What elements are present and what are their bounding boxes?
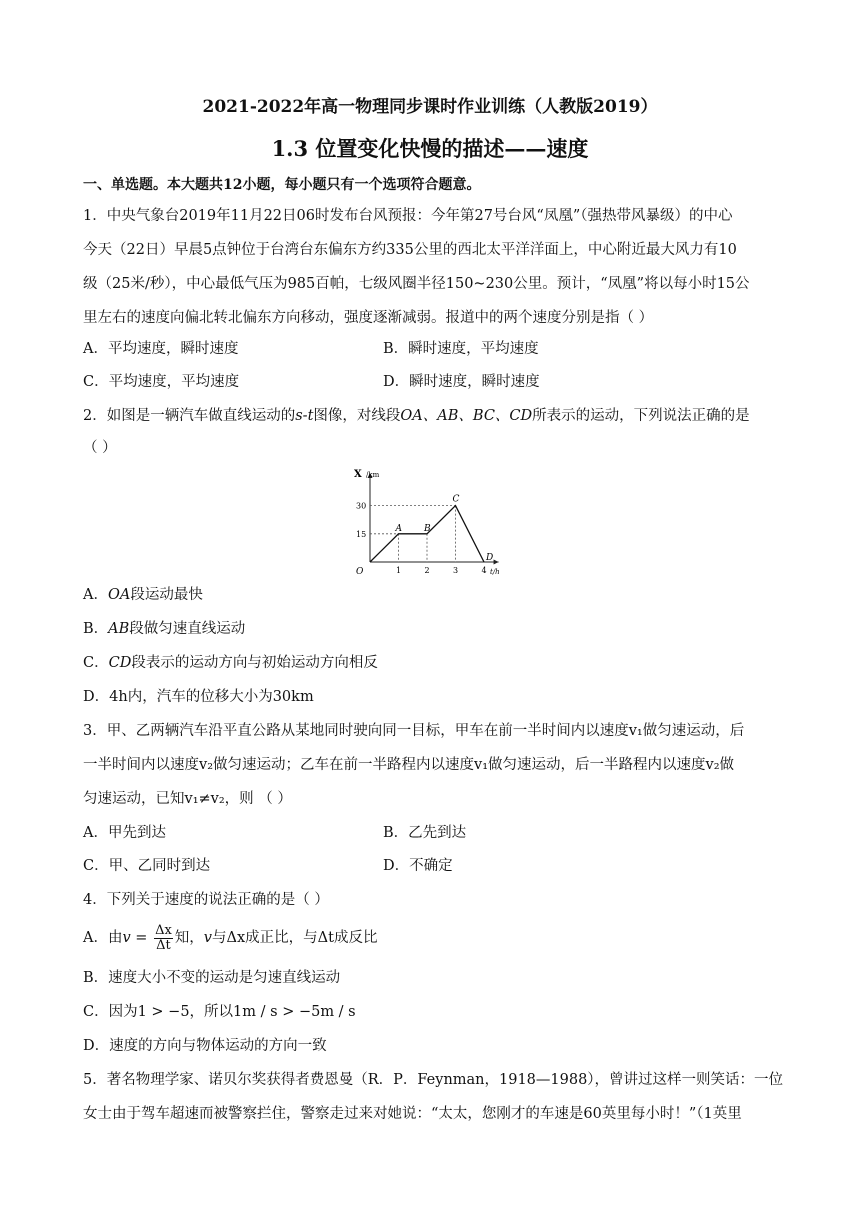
q4-a-v: v — [122, 930, 131, 946]
q5-line-1: 5．著名物理学家、诺贝尔奖获得者费恩曼（R．P．Feynman，1918—1988），曾讲过这样一则笑话：一位 — [83, 1072, 784, 1088]
delta-x-over-delta-t — [154, 924, 173, 953]
document-title: 2021-2022年高一物理同步课时作业训练（人教版2019） — [202, 97, 658, 117]
q4-a-text: A．由 — [83, 930, 123, 946]
q2-option-d: D．4h内，汽车的位移大小为30km — [83, 689, 314, 705]
q2-option-b-text: 段做匀速直线运动 — [129, 621, 246, 637]
point-label-b: B — [424, 523, 431, 534]
q4-a-text: 知， — [174, 930, 204, 946]
point-label-o: O — [356, 567, 364, 577]
q1-line-3: 级（25米/秒），中心最低气压为985百帕，七级风圈半径150~230公里。预计，“凤凰”将以每小时15公 — [83, 276, 750, 292]
q4-a-text: 成正比，与 — [245, 930, 318, 946]
section-heading: 一、单选题。本大题共12小题，每小题只有一个选项符合题意。 — [83, 177, 481, 193]
y-tick-label: 30 — [356, 501, 367, 511]
q4-option-d: D．速度的方向与物体运动的方向一致 — [83, 1038, 327, 1054]
q2-line-2: （ ） — [83, 440, 117, 456]
q1-line-2: 今天（22日）早晨5点钟位于台湾台东偏东方约335公里的西北太平洋洋面上，中心附近最大风力有10 — [83, 242, 737, 258]
q4-option-c: C．因为1 > −5，所以1m / s > −5m / s — [83, 1004, 356, 1020]
frac-numerator: Δx — [155, 922, 172, 938]
q1-option-a: A．平均速度，瞬时速度 — [83, 341, 239, 357]
q3-option-a: A．甲先到达 — [83, 825, 166, 841]
y-axis-label-unit: /km — [366, 471, 380, 479]
q2-option-d-text: 4h内，汽车的位移大小为30km — [109, 689, 314, 705]
q1-line-1: 1．中央气象台2019年11月22日06时发布台风预报：今年第27号台风“凤凰”（强热带风暴级）的中心 — [83, 208, 733, 224]
q4-a-dx: Δx — [226, 930, 246, 946]
q2-option-a: A．OA段运动最快 — [83, 587, 203, 603]
point-label-a: A — [395, 523, 402, 534]
q4-option-b: B．速度大小不变的运动是匀速直线运动 — [83, 970, 341, 986]
x-axis-arrow — [494, 560, 499, 565]
y-tick-label: 15 — [356, 529, 367, 539]
q3-line-2: 一半时间内以速度v₂做匀速运动；乙车在前一半路程内以速度v₁做匀速运动，后一半路程内以速度v₂做 — [83, 757, 735, 773]
frac-denominator: Δt — [156, 937, 171, 953]
q2-text: 所表示的运动，下列说法正确的是 — [532, 408, 750, 424]
x-tick-label: 4 — [481, 566, 487, 575]
y-axis-label: X — [354, 469, 362, 480]
q2-option-a-seg: OA — [107, 587, 131, 603]
point-label-c: C — [452, 494, 460, 505]
q3-option-b: B．乙先到达 — [383, 825, 467, 841]
q4-a-text: 与 — [212, 930, 227, 946]
q2-text: 图像，对线段 — [313, 408, 401, 424]
q2-option-b: B．AB段做匀速直线运动 — [83, 621, 246, 637]
q2-option-c-text: 段表示的运动方向与初始运动方向相反 — [131, 655, 378, 671]
q1-line-4: 里左右的速度向偏北转北偏东方向移动，强度逐渐减弱。报道中的两个速度分别是指（ ） — [83, 310, 654, 326]
q5-line-2: 女士由于驾车超速而被警察拦住，警察走过来对她说：“太太，您刚才的车速是60英里每小时！”（1英里 — [83, 1106, 742, 1122]
q4-stem: 4．下列关于速度的说法正确的是（ ） — [83, 892, 329, 908]
st-graph — [350, 465, 510, 580]
x-tick-label: 3 — [453, 566, 459, 575]
q2-text: 2．如图是一辆汽车做直线运动的 — [83, 408, 296, 424]
point-label-d: D — [486, 553, 494, 563]
q1-option-d: D．瞬时速度，瞬时速度 — [383, 374, 540, 390]
q4-a-dt: Δt — [317, 930, 334, 946]
q2-option-c: C．CD段表示的运动方向与初始运动方向相反 — [83, 655, 378, 671]
q2-option-b-seg: AB — [108, 621, 130, 637]
q1-option-c: C．平均速度，平均速度 — [83, 374, 240, 390]
q4-a-eq: = — [130, 930, 153, 946]
q4-a-text: 成反比 — [333, 930, 378, 946]
x-tick-label: 2 — [424, 566, 430, 575]
q4-a-v: v — [203, 930, 212, 946]
q2-option-a-text: 段运动最快 — [130, 587, 203, 603]
q2-line-1 — [83, 406, 750, 426]
q3-option-d: D．不确定 — [383, 858, 453, 874]
q4-option-a — [83, 922, 377, 954]
lesson-title: 1.3 位置变化快慢的描述——速度 — [271, 136, 589, 161]
q2-st-label: s-t — [295, 408, 314, 424]
q3-line-1: 3．甲、乙两辆汽车沿平直公路从某地同时驶向同一目标，甲车在前一半时间内以速度v₁做匀速运动，后 — [83, 723, 745, 739]
q3-option-c: C．甲、乙同时到达 — [83, 858, 211, 874]
x-axis-label: t/h — [490, 568, 500, 576]
q1-option-b: B．瞬时速度，平均速度 — [383, 341, 539, 357]
q3-line-3: 匀速运动，已知v₁≠v₂，则 （ ） — [83, 791, 292, 807]
q2-segments: OA、AB、BC、CD — [400, 408, 533, 424]
x-tick-label: 1 — [396, 566, 402, 575]
q2-option-c-seg: CD — [108, 655, 132, 671]
